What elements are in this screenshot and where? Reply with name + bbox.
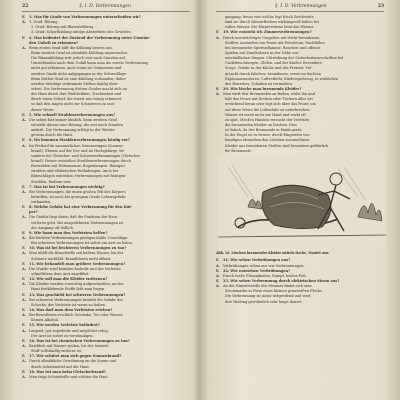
line-text: brand). Ebenso auf der See und im Hochgebirge, be- — [31, 148, 125, 153]
line-text: vollen Wasser. Die Körperwärme lässt das Wasser. — [225, 25, 314, 30]
line-text: auf diese Weise die Luftzufuhr zu unterbrechen. — [225, 107, 311, 112]
line-text: Durch unvorsichtiges Umgehen mit leicht brennbaren — [223, 35, 320, 40]
line-label: F. — [22, 138, 26, 143]
line-label: F. — [22, 230, 26, 235]
left-page — [2, 0, 198, 400]
line-text: auftritt. Die Verbrennung erfolgt in der Wieder- — [31, 128, 116, 133]
line-label: A. — [22, 143, 26, 148]
line-text: 9. Wie kann man den Verletzten helfen? — [29, 230, 108, 235]
line-text: Man trägt Schutzbrille und schützt die Haut. — [29, 374, 109, 379]
line-label: F. — [22, 35, 26, 40]
line-text: Die Wunde wird keimfrei bedeckt und der Verletzte — [29, 266, 121, 271]
line-label: A. — [22, 359, 26, 364]
line-label: A. — [22, 117, 26, 122]
line-text: Strommarke in Form eines kleinen grauweißen Flecks. — [225, 289, 323, 294]
answer-line — [22, 375, 190, 380]
page-body — [22, 15, 190, 380]
line-text: 19. Wie entsteht ich Zimmerverbrennungen? — [223, 30, 312, 35]
line-text: 1. Grad: Rötung. — [29, 20, 59, 25]
line-text: 21. Wie sehen Verbrühungen aus? — [223, 258, 291, 263]
line-label: A. — [22, 313, 26, 318]
line-text: Beim dritten Grad ist eine Kühlung vorhanden; daher — [31, 76, 127, 81]
illustration-figure — [216, 157, 384, 250]
page-body-bottom — [216, 258, 384, 304]
line-label: F. — [216, 258, 220, 263]
line-text: Man wirft den Brennenden zu Boden, wälzt ihn und — [223, 92, 315, 97]
line-text: Verbrühungen sehen aus wie Verbrennungen. — [223, 263, 305, 268]
line-label: F. — [22, 246, 26, 251]
line-text: der Ausgang oft tödlich. — [31, 225, 74, 230]
line-label: F. — [22, 369, 26, 374]
page-number: 22 — [22, 4, 29, 9]
line-text: Der Arzt ist sofort zu verständigen. — [31, 333, 94, 338]
line-text: durch einen Schorf, die zuerst nur wenig schmerzt, — [31, 97, 123, 102]
line-text: Die Blasenbildung tritt jedoch erst nach Stunden auf. — [31, 56, 126, 61]
text-line — [216, 300, 384, 305]
line-text: gangung, bessa eine solche legt frisch Reichweite — [225, 15, 314, 19]
line-text: die brennenden Kleider zu löschen. Dies — [225, 122, 297, 127]
running-title: §. I. D. Verbrennungen — [275, 4, 327, 9]
line-label: F. — [22, 308, 26, 313]
line-text: 23. Wie sehen Verbrennung durch elektrischen Strom aus? — [223, 278, 340, 283]
line-text: 17. Wie schützt man sich gegen Sonnenbrand? — [29, 354, 122, 359]
line-text: Reichlich mit Wasser spülen, bis der ätzende — [29, 344, 109, 348]
line-label: F. — [216, 30, 220, 35]
line-text: 20. Wie lösche man brennende Kleider? — [223, 86, 302, 91]
line-text: 4. Was bedeutet der Zustand der Verbrennung unter Umstän- — [29, 35, 150, 40]
line-text: Stoff vollständig entfernt ist. — [31, 349, 82, 354]
line-text: entzündlichen Dingen. Mitwirkung der Sicherheitsvorschriften bei — [225, 56, 344, 61]
line-text: Schocks; der Verletzte ist warm zu halten. — [31, 302, 107, 307]
line-text: schnellstens dem Arzt zugeführt. — [31, 272, 90, 277]
line-label: F. — [22, 277, 26, 282]
page-number: 23 — [377, 4, 384, 9]
line-text: zu spät. Mit den Händen versucht der Verletzte — [225, 117, 310, 122]
line-text: Bei schweren Verbrennungen ist sofort ein Arzt zu holen. — [31, 241, 133, 246]
line-text: den Unheil zu erkennen? — [29, 40, 79, 45]
line-text: Spielen mit Zündhölzern in der Nähe von — [225, 50, 299, 55]
line-label: F. — [216, 268, 220, 273]
line-label: A. — [22, 20, 26, 25]
line-label: F. — [22, 354, 26, 359]
line-text: Liegend, gut zugedeckt und möglichst ruhig. — [29, 328, 109, 333]
fire-extinguishing-illustration — [218, 157, 386, 249]
running-header — [22, 3, 190, 12]
line-label: F. — [22, 292, 26, 297]
line-text: 3. Was für Grade von Verbrennungen unterscheiden wir? — [29, 15, 141, 19]
line-text: sehen. Die Verbrennung dritten Grades macht sich an — [31, 86, 127, 91]
line-label: A. — [216, 35, 220, 40]
line-label: F. — [22, 261, 26, 266]
line-text: verloren geht. Bei ausgedehnten Verbrennungen ist — [31, 220, 124, 225]
line-text: 7. Was ist bei Verbrennungen wichtig? — [29, 184, 105, 189]
line-text: durch Schutzmittel auf der Haut. — [31, 364, 90, 369]
running-header — [216, 3, 384, 12]
line-label: A. — [22, 215, 26, 220]
line-text: Bei schweren Verbrennungen besteht die Gefahr des — [29, 297, 124, 302]
line-text: ursacht durch falsches, brennbares, sowie an leichten — [225, 71, 322, 76]
line-text: 3. Grad: Schorfbildung infolge Absterbens des Gewebes. — [31, 30, 132, 35]
line-label: A. — [22, 251, 26, 256]
line-text: Schmerz nachläßt. Brandblasen nicht öffnen. — [31, 256, 112, 261]
line-text: Bei Bewußtsein reichlich Getränke, Tee oder Wasser. — [29, 313, 124, 318]
line-label: A. — [22, 282, 26, 287]
line-text: Beim ersten Grad hilft die Kühlung bereits aus; — [29, 45, 114, 50]
line-text: 14. Was darf man dem Verletzten reichen? — [29, 308, 113, 313]
line-text: sind sie durch Wasserflecken wirkungsvoll haben bei — [225, 20, 320, 25]
line-text: sonders bei Gletscher- und Schneeverbrennungen (Gletscher- — [31, 153, 142, 158]
line-label: F. — [216, 278, 220, 283]
line-text: zweiten Grade nicht aufgegangen in der Schweißlage — [31, 71, 127, 76]
line-text: Blitzschlägen entstehen Verbrennungen mit Röntgen- — [31, 174, 127, 179]
page-body-top — [216, 15, 384, 154]
right-page — [204, 0, 400, 400]
line-text: Keinen Alkohol. — [31, 318, 59, 323]
line-label: A. — [22, 297, 26, 302]
line-text: Die Verbrennung ist meist tiefgreifend und wird — [225, 294, 311, 299]
line-label: F. — [22, 15, 26, 19]
line-label: A. — [22, 374, 26, 379]
line-label: A. — [216, 263, 220, 268]
line-text: Beim zweiten Grad ist ebenfalls Kühlung anzuwenden. — [31, 50, 129, 55]
line-text: so daß den Augen nicht zur Schmerzen zu und — [31, 102, 114, 107]
line-text: In der Regel ist es besser, durch Eingreifen von — [225, 133, 310, 138]
line-text: erstickend heran oder legt sich über das Feuer, um — [225, 102, 316, 107]
line-text: An der Eintrittsstelle des Stromes findet sich eine — [223, 284, 312, 289]
line-label: F. — [22, 323, 26, 328]
line-label: F. — [22, 205, 26, 210]
line-text: 11. Wie behandelt man größere Verbrennungen? — [29, 261, 126, 266]
line-text: ist falsch, da der Brennende in Panik gerät. — [225, 128, 303, 133]
text-line — [216, 149, 384, 154]
line-text: Im Freibad im sommerlichen Sommertagen (Sonnen- — [29, 143, 124, 148]
line-text: 13. Was geschieht bei schweren Verbrennungen? — [29, 292, 126, 297]
line-text: Die Kleider werden vorsichtig aufgeschnitten, an der — [29, 282, 124, 287]
line-text: Stoffen, Anzünden von Feuer mit Petroleum, Nachfüllen — [225, 40, 325, 45]
line-text: ihre Heilung gewöhnlich sehr lange dauert. — [225, 299, 303, 304]
line-text: Umstehenden nach dem Unfall kann man die zweite Verbrennung — [31, 61, 149, 66]
line-text: betreffen, ist auch bei geringem Grade Lebensgefahr — [31, 194, 126, 199]
line-label: A. — [216, 92, 220, 97]
line-text: 8. Welche Gefahr hat eine Verbrennung für den Kör- — [29, 205, 133, 210]
line-label: A. — [22, 344, 26, 348]
line-text: vorhanden. — [31, 200, 52, 205]
line-text: Die sehen fast immer ähnlich, beim zweiten Grad — [29, 117, 117, 122]
line-text: Sorge. Gefahr in der Küche und der Freizeit. Ver- — [225, 66, 313, 71]
line-text: gewinn durch die Haut. — [31, 133, 74, 138]
line-text: dieser Weise. — [31, 107, 55, 112]
line-label: A. — [22, 45, 26, 50]
line-text: hält das Feuer mit Decken oder Tüchern aller Art — [225, 97, 313, 102]
line-text: bei brennender Spiritusflamme, Rauchen und offenes — [225, 45, 321, 50]
line-label: A. — [216, 273, 220, 278]
line-label: A. — [216, 284, 220, 289]
line-text: Haut festklebende Stoffe läßt man liegen. — [31, 287, 106, 292]
line-text: 16. Was ist bei chemischen Verbrennungen zu tun? — [29, 338, 130, 343]
line-text: des Betriebes, Schaden zu vermeiden. — [225, 81, 293, 86]
line-text: für Brennende. — [225, 148, 252, 153]
line-text: Man kühlt die Brandstelle mit kaltem Wasser, bis der — [29, 251, 124, 256]
line-label: A. — [22, 266, 26, 271]
running-title: §. I. D. Verbrennungen — [79, 4, 131, 9]
line-text: strahlen und elektrischen Entladungen. Auch bei — [31, 169, 119, 174]
line-text: der Haut durch ihre Weißlichkeit, Trockenheit und — [31, 92, 122, 97]
line-label: A. — [22, 189, 26, 194]
line-text: entsteht daraus eine Rötung, die erst nach Stunden — [31, 122, 123, 127]
figure-caption: Abb. 16. Löschen brennender Kleider mittels Decke, Mantel usw. — [216, 250, 330, 255]
line-text: Durch allmähliche Gewöhnung an die Sonne und — [29, 359, 117, 364]
line-text: 22. Wie entstehen Verbrühungen? — [223, 268, 291, 273]
line-text: Wasser ist meist nicht zur Hand und wirkt oft — [225, 112, 306, 117]
line-label: F. — [22, 338, 26, 343]
line-text: kundigen Menschen das Löschen vorzunehmen. — [225, 138, 311, 143]
line-text: Bei leichten Verbrennungen genügen kühle Umschläge. — [29, 236, 129, 241]
line-text: 10. Was ist bei leichteren Verbrennungen zu tun? — [29, 246, 127, 251]
line-text: 18. Was tut man beim Gletscherbrand? — [29, 369, 106, 374]
line-text: 2. Grad: Rötung mit Blasenbildung. — [31, 25, 94, 30]
line-text: 5. Wie schnell Strahlenverbrennungen aus? — [29, 112, 116, 117]
line-text: werden brüchige verbrannte Stellen häufig über- — [31, 81, 119, 86]
line-label: F. — [22, 184, 26, 189]
line-text: Durch heiße Flüssigkeiten, Dampf, heißes Fett. — [223, 273, 307, 278]
line-text: 12. Wie soll man die Kleider entfernen? — [29, 277, 108, 282]
line-label: A. — [22, 328, 26, 333]
line-text: Bei Verbrennungen, die einen großen Teil des Körpers — [29, 189, 126, 194]
line-text: Bestrahlen mit Höhensonne, Bogenlampen, Röntgen- — [31, 164, 126, 169]
line-text: 15. Wie werden Verletzte befördert? — [29, 323, 100, 328]
line-text: Kleider aus brennbaren Stoffen sind besonders gefährlich — [225, 143, 329, 148]
line-text: Strahlen, Radium usw. — [31, 179, 72, 184]
line-label: A. — [22, 236, 26, 241]
line-text: brand). Ferner entstehen Strahlenverbrennungen durch — [31, 158, 131, 163]
line-label: F. — [216, 86, 220, 91]
line-text: Gasbeleuchtungen, Ölöfen, und der Kinder. Besondere — [225, 61, 322, 66]
line-text: per? — [29, 210, 38, 215]
line-text: Explosionsmotoren, Luftverkehr, Kinderspielzeug, in wirklichen — [225, 76, 339, 81]
line-label: F. — [22, 112, 26, 117]
line-text: 6. Wo kommen Strahlenverbrennungen häufig vor? — [29, 138, 130, 143]
line-text: nicht gut erkennen, auch wenn sie Schmerzen und — [31, 66, 122, 71]
line-text: Die Gefahr liegt darin, daß die Funktion der Haut — [29, 215, 118, 220]
